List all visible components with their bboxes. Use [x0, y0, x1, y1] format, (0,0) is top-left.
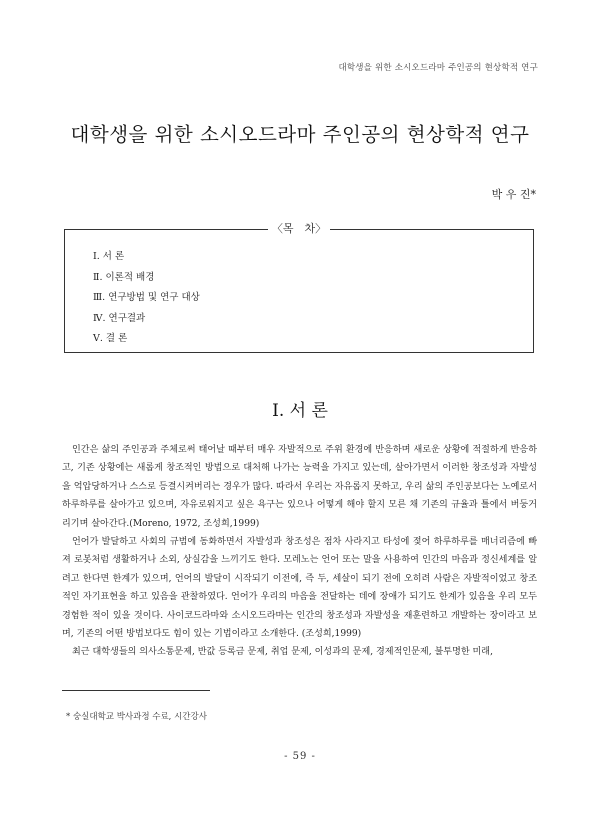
footnote-divider	[62, 690, 210, 691]
body-text	[62, 441, 537, 662]
page-number: - 59 -	[284, 751, 316, 762]
toc-item: Ⅴ. 결 론	[93, 333, 128, 344]
toc-item: Ⅰ. 서 론	[93, 251, 125, 262]
body-paragraph: 언어가 발달하고 사회의 규범에 동화하면서 자발성과 창조성은 점차 사라지고 타성에 젖어 하루하루를 매너리즘에 빠져 로봇처럼 생활하거나 소외, 상실감을 느끼기도 한다. 모레노는 언어 또는 말을 사용하여 인간의 마음과 정신세계를 알려고 한다면 한계가 있으며, 언어의 발달이 시작되기 이전에, 즉 두, 세살이 되기 전에 오히려 사람은 자발적이었고 창조적인 자기표현을 하고 있음을 관찰하였다. 언어가 우리의 마음을 전달하는 데에 장애가 되기도 한계가 있음을 우리 모두 경험한 적이 있을 것이다. 사이코드라마와 소시오드라마는 인간의 창조성과 자발성을 재훈련하고 개발하는 장이라고 보며, 기존의 어떤 방법보다도 힘이 있는 기법이라고 소개한다. (조성희,1999)	[62, 537, 537, 640]
toc-item: Ⅲ. 연구방법 및 연구 대상	[93, 292, 200, 303]
toc-heading: 〈목 차〉	[268, 222, 330, 235]
section-heading: Ⅰ. 서 론	[272, 401, 328, 421]
body-paragraph: 최근 대학생들의 의사소통문제, 반값 등록금 문제, 취업 문제, 이성과의 문제, 경제적인문제, 불투명한 미래,	[72, 647, 493, 658]
toc-item: Ⅱ. 이론적 배경	[93, 271, 155, 283]
paper-title: 대학생을 위한 소시오드라마 주인공의 현상학적 연구	[70, 123, 530, 146]
author-name: 박 우 진*	[491, 188, 536, 201]
body-paragraph: 인간은 삶의 주인공과 주체로써 태어날 때부터 매우 자발적으로 주위 환경에 반응하며 새로운 상황에 적절하게 반응하고, 기존 상황에는 새롭게 창조적인 방법으로 대처해 나가는 능력을 가지고 있는데, 살아가면서 이러한 창조성과 자발성을 억압당하거나 스스로 등결시켜버리는 경우가 많다. 따라서 우리는 자유롭지 못하고, 우리 삶의 주인공보다는 노예로서 하루하루를 살아가고 있으며, 자유로워지고 싶은 욕구는 있으나 어떻게 해야 할지 모른 채 기존의 규율과 틀에서 버둥거리기며 살아간다.(Moreno, 1972, 조성희,1999)	[62, 445, 537, 529]
table-of-contents	[64, 222, 534, 353]
toc-list	[93, 247, 200, 350]
running-header: 대학생을 위한 소시오드라마 주인공의 현상학적 연구	[338, 63, 538, 73]
toc-heading-wrap	[65, 222, 533, 236]
footnote: * 숭실대학교 박사과정 수료, 시간강사	[66, 712, 207, 722]
toc-item: Ⅳ. 연구결과	[93, 312, 146, 324]
